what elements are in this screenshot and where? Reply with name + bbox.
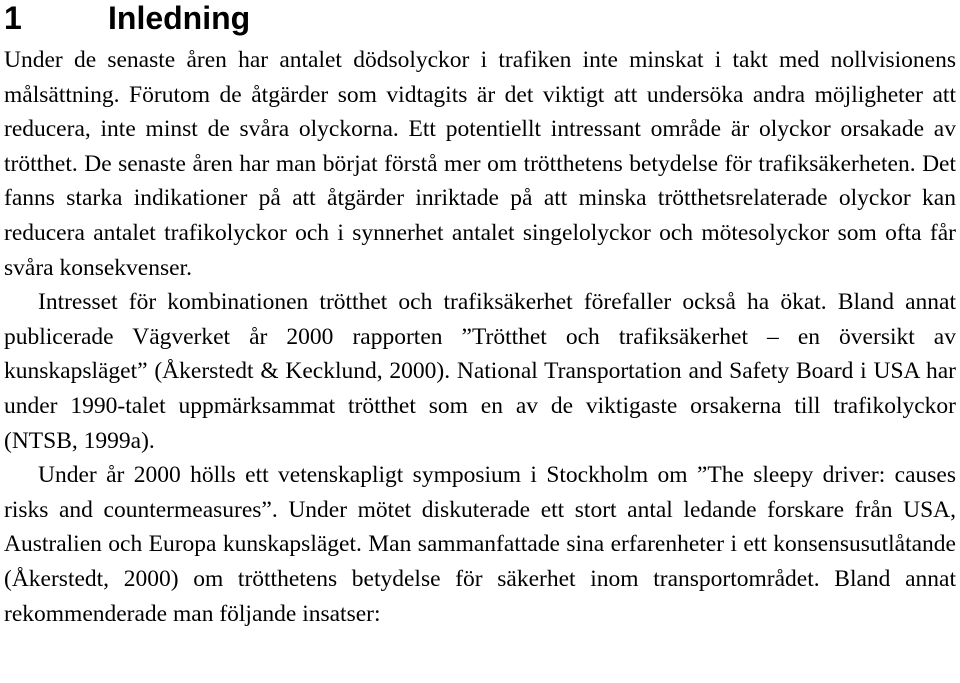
section-heading bbox=[4, 0, 956, 36]
paragraph-1: Under de senaste åren har antalet dödsolyckor i trafiken inte minskat i takt med nollvisionens målsättning. Förutom de åtgärder som vidtagits är det viktigt att undersöka andra möjligheter att reducera, inte minst de svåra olyckorna. Ett potentiellt intressant område är olyckor orsakade av trötthet. De senaste åren har man börjat förstå mer om trötthetens betydelse för trafiksäkerheten. Det fanns starka indikationer på att åtgärder inriktade på att minska trötthetsrelaterade olyckor kan reducera antalet trafikolyckor och i synnerhet antalet singelolyckor och mötesolyckor som ofta får svåra konsekvenser. bbox=[4, 47, 956, 281]
document-page bbox=[4, 0, 956, 631]
section-title: Inledning bbox=[108, 0, 251, 36]
section-number: 1 bbox=[4, 0, 22, 36]
paragraph-3: Under år 2000 hölls ett vetenskapligt symposium i Stockholm om ”The sleepy driver: causes risks and countermeasures”. Under mötet diskuterade ett stort antal ledande forskare från USA, Australien och Europa kunskapsläget. Man sammanfattade sina erfarenheter i ett konsensusutlåtande (Åkerstedt, 2000) om trötthetens betydelse för säkerhet inom transportområdet. Bland annat rekommenderade man följande insatser: bbox=[4, 462, 956, 627]
paragraph-2: Intresset för kombinationen trötthet och trafiksäkerhet förefaller också ha ökat. Bland annat publicerade Vägverket år 2000 rapporten ”Trötthet och trafiksäkerhet – en översikt av kunskapsläget” (Åkerstedt & Kecklund, 2000). National Transportation and Safety Board i USA har under 1990-talet uppmärksammat trötthet som en av de viktigaste orsakerna till trafikolyckor (NTSB, 1999a). bbox=[4, 289, 956, 454]
